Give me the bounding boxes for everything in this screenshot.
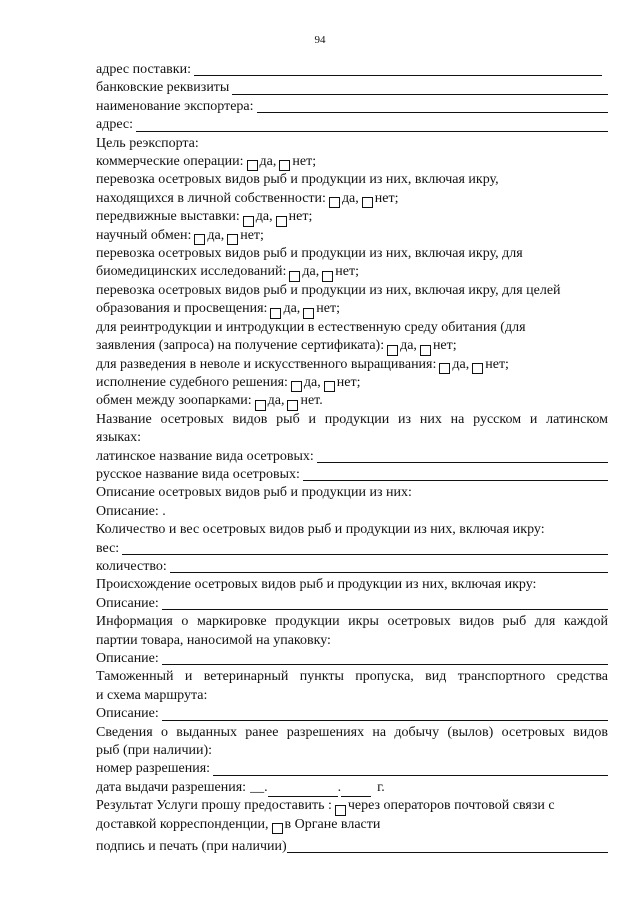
signature-field[interactable] [287, 839, 608, 853]
customs-label: Описание: [96, 706, 159, 722]
permit-date-year-field[interactable] [341, 784, 371, 797]
checkbox-exhibitions-yes[interactable] [243, 216, 254, 227]
marking-title-line2: партии товара, наносимой на упаковку: [96, 632, 331, 648]
purpose-education-line2: образования и просвещения: да, нет; [96, 300, 608, 318]
permit-number-row [96, 760, 608, 778]
weight-field[interactable] [122, 541, 608, 555]
purpose-captive: для разведения в неволе и искусственного выращивания: да, нет; [96, 356, 608, 374]
purpose-biomed-line2: биомедицинских исследований: да, нет; [96, 263, 608, 281]
address-row [96, 116, 608, 134]
exporter-name-row [96, 98, 608, 116]
permits-title-line2: рыб (при наличии): [96, 743, 213, 759]
purpose-exhibitions: передвижные выставки: да, нет; [96, 208, 608, 226]
permit-date-month-field[interactable] [268, 784, 338, 797]
purpose-reintro-line2: заявления (запроса) на получение сертификата): да, нет; [96, 337, 608, 355]
checkbox-result-post[interactable] [335, 805, 346, 816]
marking-row [96, 650, 608, 668]
purpose-science: научный обмен: да, нет; [96, 227, 608, 245]
quantity-title: Количество и вес осетровых видов рыб и продукции из них, включая икру: [96, 522, 545, 538]
weight-label: вес: [96, 540, 120, 556]
checkbox-reintro-yes[interactable] [387, 345, 398, 356]
checkbox-personal-no[interactable] [362, 197, 373, 208]
latin-name-field[interactable] [317, 449, 608, 463]
description-row [96, 503, 608, 521]
marking-title-line1: Информация о маркировке продукции икры осетровых видов рыб для каждой [96, 614, 608, 630]
purpose-biomed-line1: перевозка осетровых видов рыб и продукции из них, включая икру, для [96, 246, 523, 262]
permit-number-field[interactable] [213, 762, 608, 776]
delivery-address-label: адрес поставки: [96, 62, 191, 77]
checkbox-court-no[interactable] [324, 381, 335, 392]
marking-label: Описание: [96, 651, 159, 666]
permit-date-day[interactable]: __. [250, 779, 268, 795]
purpose-commercial: коммерческие операции: да, нет; [96, 153, 608, 171]
customs-title-line1: Таможенный и ветеринарный пункты пропуска, вид транспортного средства [96, 669, 608, 685]
form-content [96, 61, 608, 856]
purpose-zoo: обмен между зоопарками: да, нет. [96, 392, 608, 410]
purpose-education-line1: перевозка осетровых видов рыб и продукции из них, включая икру, для целей [96, 282, 561, 298]
signature-label: подпись и печать (при наличии) [96, 839, 287, 855]
purpose-title: Цель реэкспорта: [96, 135, 199, 151]
checkbox-exhibitions-no[interactable] [276, 216, 287, 227]
bank-details-label: банковские реквизиты [96, 80, 230, 96]
signature-row [96, 838, 608, 856]
purpose-court: исполнение судебного решения: да, нет; [96, 374, 608, 392]
result-line2: доставкой корреспонденции, в Органе власти [96, 816, 608, 834]
origin-row [96, 595, 608, 613]
origin-label: Описание: [96, 595, 159, 611]
description-label: Описание: . [96, 503, 166, 519]
customs-row [96, 705, 608, 723]
address-label: адрес: [96, 117, 134, 133]
checkbox-court-yes[interactable] [291, 381, 302, 392]
permit-number-label: номер разрешения: [96, 761, 211, 777]
checkbox-commercial-no[interactable] [279, 160, 290, 171]
count-row [96, 558, 608, 576]
checkbox-personal-yes[interactable] [329, 197, 340, 208]
exporter-name-field[interactable] [257, 99, 608, 113]
checkbox-result-office[interactable] [272, 823, 283, 834]
delivery-address-field[interactable] [194, 62, 602, 76]
checkbox-zoo-no[interactable] [287, 400, 298, 411]
names-title-line1: Название осетровых видов рыб и продукции из них на русском и латинском [96, 411, 608, 427]
purpose-personal-line1: перевозка осетровых видов рыб и продукции из них, включая икру, [96, 172, 499, 188]
russian-name-field[interactable] [303, 467, 608, 481]
count-label: количество: [96, 558, 167, 574]
checkbox-commercial-yes[interactable] [247, 160, 258, 171]
customs-title-line2: и схема маршрута: [96, 687, 208, 703]
checkbox-reintro-no[interactable] [420, 345, 431, 356]
bank-details-field[interactable] [232, 81, 608, 95]
count-field[interactable] [170, 559, 608, 573]
page-number: 94 [314, 34, 326, 46]
origin-field[interactable] [162, 596, 608, 610]
origin-title: Происхождение осетровых видов рыб и продукции из них, включая икру: [96, 577, 537, 593]
permits-title-line1: Сведения о выданных ранее разрешениях на добычу (вылов) осетровых видов [96, 724, 608, 740]
permit-date-label: дата выдачи разрешения: [96, 779, 247, 795]
checkbox-science-yes[interactable] [194, 234, 205, 245]
result-line1: Результат Услуги прошу предоставить : через операторов почтовой связи с [96, 797, 608, 815]
checkbox-science-no[interactable] [227, 234, 238, 245]
permit-date-separator: . [337, 779, 342, 795]
delivery-address-row [96, 61, 608, 79]
customs-field[interactable] [162, 707, 608, 721]
checkbox-education-yes[interactable] [270, 308, 281, 319]
latin-name-label: латинское название вида осетровых: [96, 448, 314, 464]
checkbox-biomed-yes[interactable] [289, 271, 300, 282]
address-field[interactable] [136, 118, 608, 132]
purpose-personal-line2: находящихся в личной собственности: да, нет; [96, 190, 608, 208]
latin-name-row [96, 448, 608, 466]
purpose-reintro-line1: для реинтродукции и интродукции в естественную среду обитания (для [96, 319, 526, 335]
description-title: Описание осетровых видов рыб и продукции из них: [96, 485, 412, 501]
russian-name-label: русское название вида осетровых: [96, 466, 300, 482]
exporter-name-label: наименование экспортера: [96, 98, 254, 114]
checkbox-zoo-yes[interactable] [255, 400, 266, 411]
permit-date-suffix: г. [377, 779, 385, 795]
checkbox-education-no[interactable] [303, 308, 314, 319]
marking-field[interactable] [162, 651, 608, 665]
permit-date-row [96, 779, 608, 797]
russian-name-row [96, 466, 608, 484]
names-title-line2: языках: [96, 430, 142, 446]
checkbox-biomed-no[interactable] [322, 271, 333, 282]
weight-row [96, 540, 608, 558]
checkbox-captive-yes[interactable] [439, 363, 450, 374]
bank-details-row [96, 79, 608, 97]
checkbox-captive-no[interactable] [472, 363, 483, 374]
